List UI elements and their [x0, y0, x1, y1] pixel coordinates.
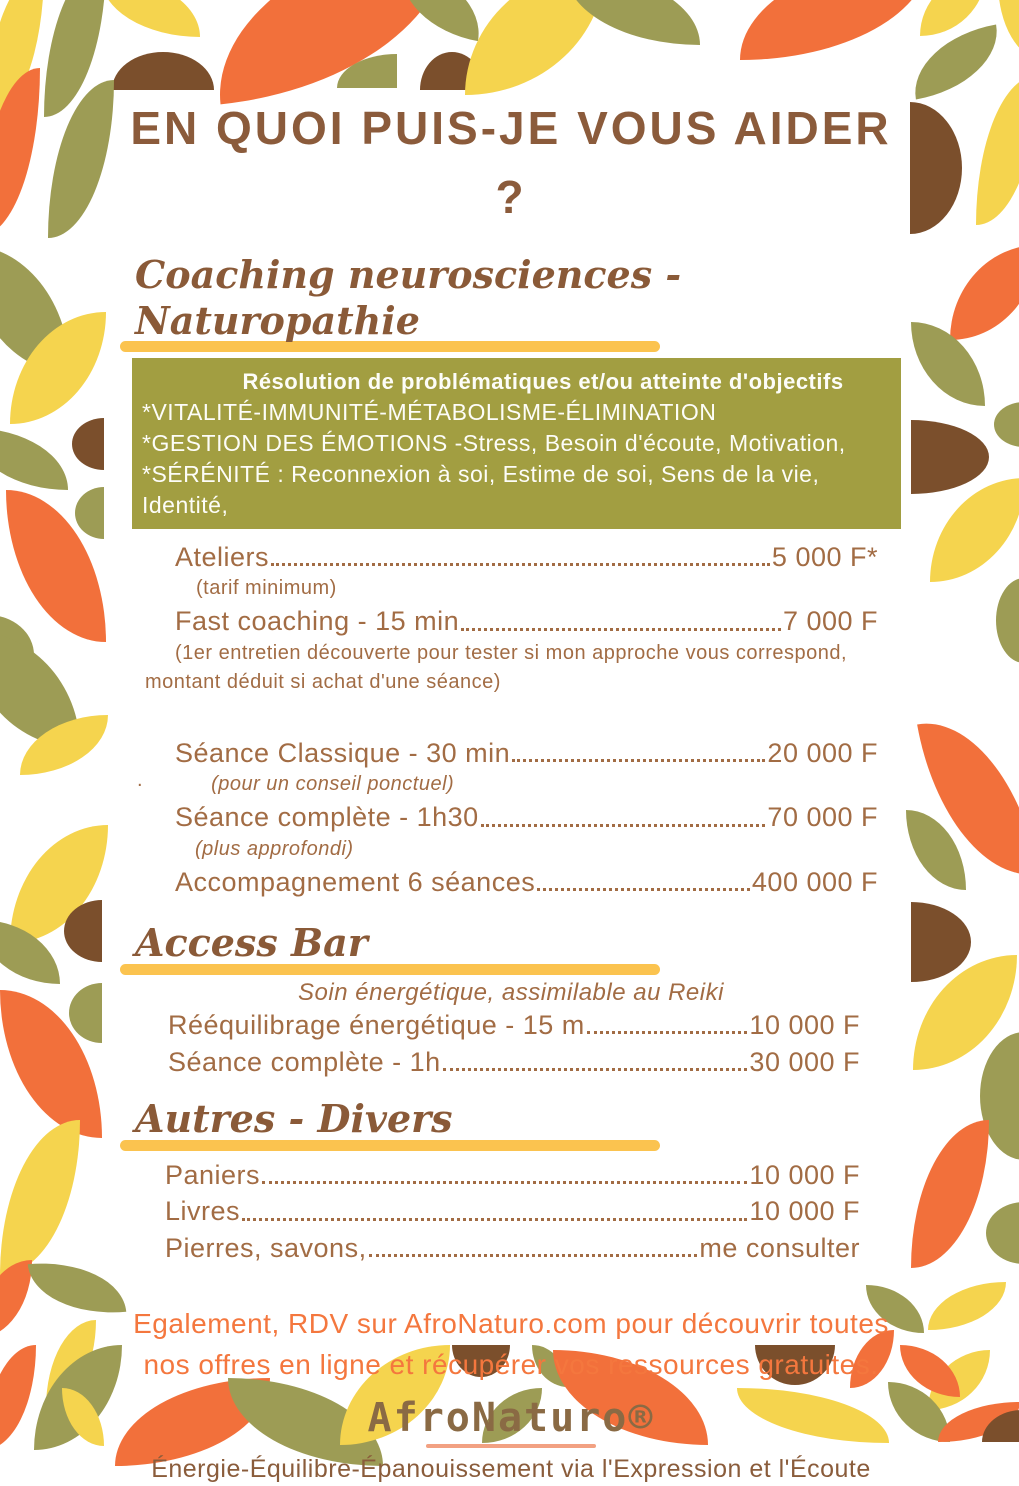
leaf-shape	[998, 0, 1019, 60]
dotted-leader	[369, 1254, 698, 1257]
section-heading-access-bar: Access Bar	[135, 920, 368, 966]
coaching-description-box	[132, 358, 901, 529]
price-value: me consulter	[699, 1232, 860, 1263]
price-value: 10 000 F	[749, 1196, 860, 1227]
leaf-shape	[976, 75, 1019, 225]
promo-line: Egalement, RDV sur AfroNaturo.com pour découvrir toutes	[133, 1308, 889, 1340]
leaf-fragment-shape	[69, 983, 102, 1043]
price-row	[118, 1046, 904, 1078]
leaf-fragment-shape	[910, 102, 962, 234]
leaf-shape	[465, 0, 605, 95]
spacer	[118, 699, 904, 737]
promo-text	[118, 1304, 904, 1385]
leaf-shape	[0, 1120, 80, 1275]
dotted-leader	[443, 1068, 748, 1071]
price-row	[118, 801, 904, 833]
price-value: 400 000 F	[751, 866, 878, 897]
price-value: 10 000 F	[749, 1009, 860, 1040]
price-row	[118, 866, 904, 898]
price-label: Séance complète - 1h30	[175, 802, 479, 833]
price-label: Accompagnement 6 séances	[175, 866, 536, 897]
section-heading-coaching: Coaching neurosciences - Naturopathie	[135, 252, 682, 343]
price-note-row	[118, 769, 904, 801]
leaf-shape	[950, 245, 1019, 340]
price-label: Séance complète - 1h	[168, 1047, 441, 1077]
leaf-shape	[0, 428, 68, 490]
price-label: Fast coaching - 15 min	[175, 606, 460, 637]
box-line: Résolution de problématiques et/ou atteinte d'objectifs	[242, 369, 844, 395]
dotted-leader	[512, 759, 765, 762]
section-heading-autres: Autres - Divers	[135, 1096, 453, 1142]
price-value: 70 000 F	[767, 802, 878, 833]
leaf-shape	[911, 1120, 989, 1268]
price-row	[118, 605, 904, 637]
logo-underline	[426, 1444, 596, 1448]
promo-line: nos offres en ligne et récupérer vos ressources gratuites.	[143, 1348, 879, 1380]
price-label: Séance Classique - 30 min	[175, 737, 511, 768]
leaf-shape	[930, 478, 1019, 582]
access-bar-price-list	[118, 1009, 904, 1079]
leaf-shape	[0, 1345, 36, 1450]
price-note: (tarif minimum)	[196, 577, 337, 600]
price-row	[118, 1232, 904, 1264]
dotted-leader	[461, 628, 781, 631]
price-note: (plus approfondi)	[195, 837, 354, 860]
price-row	[118, 1195, 904, 1227]
price-row	[118, 737, 904, 769]
price-value: 10 000 F	[749, 1159, 860, 1190]
price-label: Paniers	[165, 1159, 261, 1190]
price-note: montant déduit si achat d'une séance)	[145, 670, 501, 693]
page-title: EN QUOI PUIS-JE VOUS AIDER ?	[130, 102, 892, 223]
leaf-shape	[928, 1282, 1006, 1330]
price-note: (pour un conseil ponctuel)	[211, 773, 455, 796]
price-value: 7 000 F	[782, 606, 878, 637]
dotted-leader	[587, 1031, 748, 1034]
leaf-fragment-shape	[986, 1202, 1019, 1264]
leaf-shape	[100, 0, 200, 37]
dotted-leader	[242, 1218, 747, 1221]
price-row	[118, 1159, 904, 1191]
leaf-fragment-shape	[994, 402, 1019, 447]
price-row	[118, 541, 904, 573]
box-line: *SÉRÉNITÉ : Reconnexion à soi, Estime de soi, Sens de la vie, Identité,	[142, 460, 820, 519]
access-bar-subtitle: Soin énergétique, assimilable au Reiki	[298, 978, 724, 1006]
dotted-leader	[481, 824, 766, 827]
stray-dot: .	[137, 769, 144, 792]
price-label: Pierres, savons,	[165, 1232, 367, 1263]
leaf-shape	[0, 1260, 32, 1338]
dotted-leader	[262, 1181, 747, 1184]
flyer-content	[118, 88, 904, 1486]
price-value: 30 000 F	[749, 1047, 860, 1077]
price-label: Rééquilibrage énergétique - 15 m	[168, 1009, 585, 1040]
leaf-fragment-shape	[996, 578, 1019, 663]
leaf-fragment-shape	[75, 487, 104, 539]
box-line: *GESTION DES ÉMOTIONS -Stress, Besoin d'écoute, Motivation,	[142, 429, 846, 456]
price-row	[118, 1009, 904, 1041]
leaf-fragment-shape	[911, 420, 989, 494]
dotted-leader	[537, 888, 750, 891]
dotted-leader	[271, 563, 770, 566]
price-value: 5 000 F*	[771, 542, 878, 573]
box-line: *VITALITÉ-IMMUNITÉ-MÉTABOLISME-ÉLIMINATION	[142, 398, 717, 425]
price-label: Livres	[165, 1196, 241, 1227]
brand-logo: AfroNaturo®	[367, 1395, 655, 1442]
autres-price-list	[118, 1159, 904, 1264]
price-note: (1er entretien découverte pour tester si mon approche vous correspond,	[175, 641, 848, 664]
price-label: Ateliers	[175, 542, 270, 573]
leaf-shape	[28, 1256, 127, 1320]
coaching-price-list	[118, 541, 904, 898]
price-value: 20 000 F	[767, 737, 878, 768]
leaf-fragment-shape	[72, 418, 104, 470]
leaf-shape	[740, 0, 930, 60]
leaf-fragment-shape	[911, 902, 971, 982]
brand-tagline: Énergie-Équilibre-Épanouissement via l'Expression et l'Écoute	[151, 1455, 871, 1484]
leaf-fragment-shape	[112, 52, 214, 90]
